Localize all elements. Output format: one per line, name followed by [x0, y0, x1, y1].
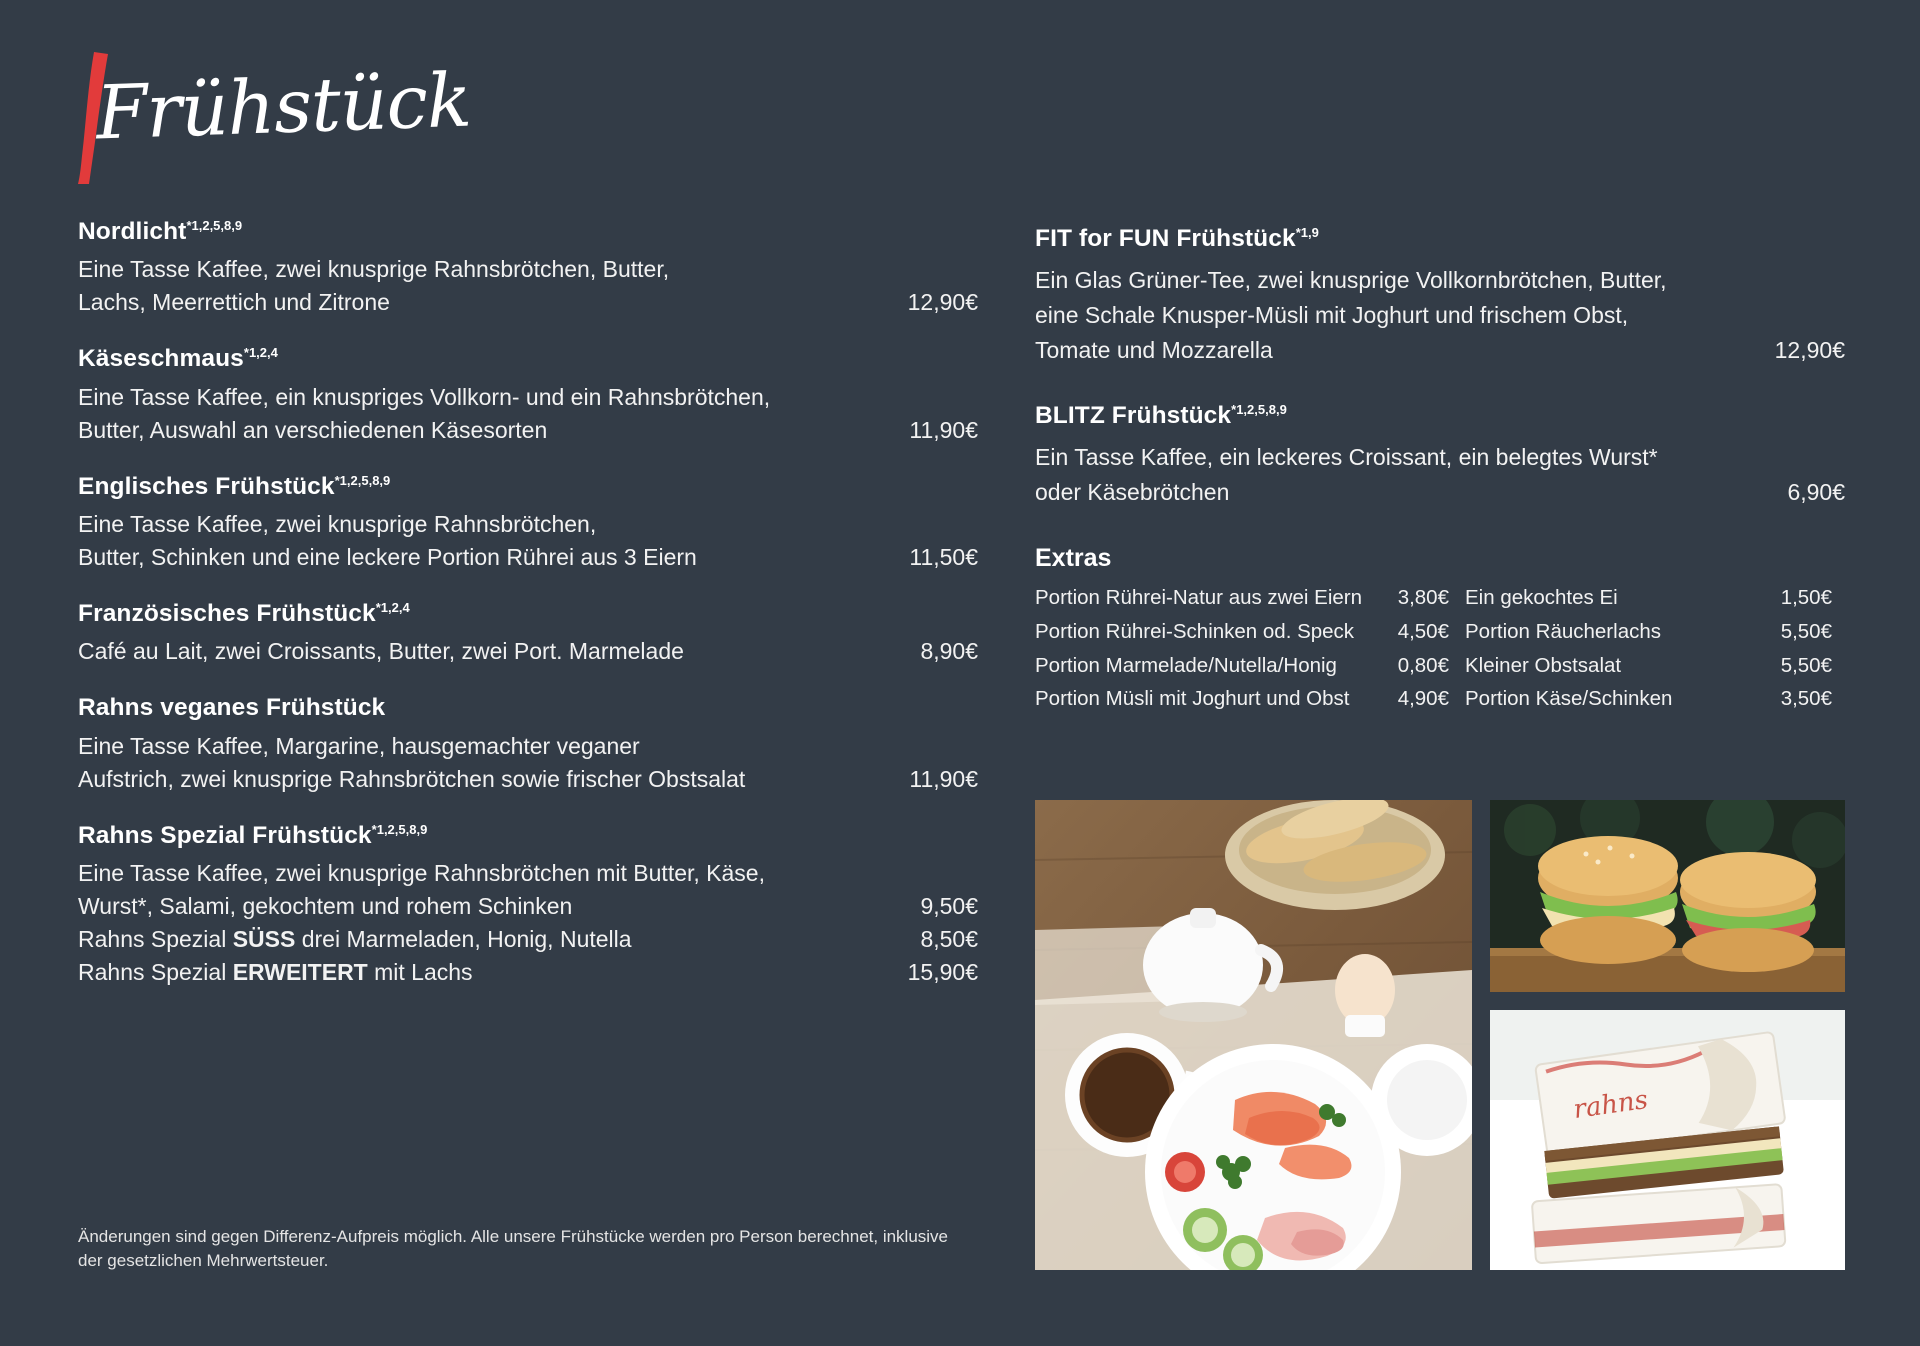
right-menu-column [1035, 225, 1845, 715]
wrapped-sandwiches-photo [1490, 1010, 1845, 1270]
allergen-marks: *1,2,5,8,9 [186, 218, 243, 233]
menu-item-line [78, 890, 978, 923]
menu-item-line [1035, 440, 1845, 475]
menu-item [78, 822, 978, 990]
menu-item-name: Rahns veganes Frühstück [78, 694, 386, 722]
menu-item-name: Käseschmaus [78, 345, 244, 373]
extras-item-name: Portion Rührei-Natur aus zwei Eiern [1035, 586, 1362, 610]
menu-item-line [78, 857, 978, 890]
menu-item-price: 11,90€ [909, 765, 978, 792]
extras-item-name: Portion Müsli mit Joghurt und Obst [1035, 687, 1350, 711]
page-title [78, 40, 473, 170]
menu-item-price: 12,90€ [1774, 337, 1845, 364]
menu-item-description: Tomate und Mozzarella [1035, 337, 1273, 364]
menu-item-line [78, 541, 978, 574]
left-menu-column [78, 218, 978, 1015]
menu-item-price: 12,90€ [907, 289, 978, 316]
extras-item-price: 5,50€ [1780, 619, 1832, 643]
allergen-marks: *1,2,4 [375, 600, 410, 616]
menu-item-description: Aufstrich, zwei knusprige Rahnsbrötchen sowie frischer Obstsalat [78, 765, 746, 792]
extras-title: Extras [1035, 544, 1112, 573]
menu-item-description: Lachs, Meerrettich und Zitrone [78, 289, 390, 316]
menu-item-description: oder Käsebrötchen [1035, 479, 1230, 506]
svg-text:rahns: rahns [1571, 1084, 1650, 1126]
breakfast-table-photo [1035, 800, 1472, 1270]
menu-item-line [78, 763, 978, 796]
extras-item-name: Ein gekochtes Ei [1465, 586, 1618, 610]
menu-item-price: 9,50€ [920, 893, 978, 920]
menu-item-name: FIT for FUN Frühstück [1035, 225, 1296, 253]
menu-item-line [1035, 333, 1845, 368]
menu-item-price: 8,90€ [920, 638, 978, 665]
menu-item-line [78, 508, 978, 541]
extras-item-price: 1,50€ [1780, 586, 1832, 610]
menu-item-title [78, 822, 978, 850]
allergen-marks: *1,2,5,8,9 [1231, 402, 1287, 418]
menu-item-title [78, 218, 978, 246]
extras-item-name: Portion Marmelade/Nutella/Honig [1035, 653, 1337, 677]
menu-item-title [78, 345, 978, 373]
extras-section [1035, 544, 1845, 715]
extras-item-price: 3,80€ [1397, 586, 1449, 610]
menu-item-name: BLITZ Frühstück [1035, 402, 1232, 430]
allergen-marks: *1,9 [1295, 225, 1319, 240]
page-title-text: Frühstück [94, 57, 473, 157]
menu-item-line [78, 253, 978, 286]
menu-item [1035, 225, 1845, 368]
extras-item-price: 5,50€ [1780, 653, 1832, 677]
menu-item-description: Eine Tasse Kaffee, ein knuspriges Vollkorn- und ein Rahnsbrötchen, [78, 383, 771, 410]
menu-item [1035, 402, 1845, 510]
menu-item-description: Ein Tasse Kaffee, ein leckeres Croissant, ein belegtes Wurst* [1035, 444, 1658, 471]
menu-item-description: Eine Tasse Kaffee, zwei knusprige Rahnsbrötchen, [78, 510, 597, 537]
menu-item-description: Eine Tasse Kaffee, zwei knusprige Rahnsbrötchen mit Butter, Käse, [78, 859, 765, 886]
menu-item-line [78, 635, 978, 668]
extras-item-price: 3,50€ [1780, 687, 1832, 711]
extras-table [1035, 583, 1845, 715]
menu-item-description: Eine Tasse Kaffee, zwei knusprige Rahnsbrötchen, Butter, [78, 256, 670, 283]
menu-item-description: eine Schale Knusper-Müsli mit Joghurt und frischem Obst, [1035, 302, 1629, 329]
extras-item-name: Kleiner Obstsalat [1465, 653, 1622, 677]
menu-item [78, 218, 978, 319]
menu-item-line [78, 923, 978, 956]
menu-item-description: Eine Tasse Kaffee, Margarine, hausgemachter veganer [78, 732, 640, 759]
menu-item-line [1035, 475, 1845, 510]
menu-item-line [1035, 298, 1845, 333]
allergen-marks: *1,2,5,8,9 [334, 472, 391, 488]
extras-item-name: Portion Rührei-Schinken od. Speck [1035, 619, 1355, 643]
menu-item-price: 11,50€ [909, 544, 978, 571]
menu-item [78, 694, 978, 795]
sandwich-rolls-illustration [1490, 800, 1845, 992]
allergen-marks: *1,2,4 [243, 345, 278, 361]
menu-item-price: 15,90€ [907, 959, 978, 986]
menu-item-name: Französisches Frühstück [78, 600, 376, 628]
menu-item [78, 473, 978, 574]
menu-item-description: Wurst*, Salami, gekochtem und rohem Schinken [78, 893, 573, 920]
extras-item-price: 4,90€ [1397, 687, 1449, 711]
menu-item-description: Butter, Schinken und eine leckere Portion Rührei aus 3 Eiern [78, 544, 697, 571]
menu-item-line [78, 730, 978, 763]
menu-item-line [78, 286, 978, 319]
menu-item-price: 8,50€ [920, 926, 978, 953]
menu-item-title [78, 600, 978, 628]
menu-item-title [78, 473, 978, 501]
menu-item-name: Rahns Spezial Frühstück [78, 821, 372, 849]
menu-item [78, 600, 978, 668]
menu-item-title [78, 694, 978, 722]
menu-item-line [78, 381, 978, 414]
extras-item-price: 0,80€ [1397, 653, 1449, 677]
menu-item-price: 6,90€ [1787, 479, 1845, 506]
photo-gallery [1035, 800, 1845, 1270]
menu-item-description: Rahns Spezial ERWEITERT mit Lachs [78, 959, 473, 986]
wrapped-sandwiches-illustration [1490, 1010, 1845, 1270]
extras-item-price: 4,50€ [1397, 619, 1449, 643]
menu-item-line [1035, 263, 1845, 298]
menu-item-line [78, 956, 978, 989]
footnote: Änderungen sind gegen Differenz-Aufpreis möglich. Alle unsere Frühstücke werden pro Person berechnet, inklusive der gesetzlichen Mehrwertsteuer. [78, 1227, 949, 1271]
menu-item-price: 11,90€ [909, 416, 978, 443]
menu-item-description: Rahns Spezial SÜSS drei Marmeladen, Honig, Nutella [78, 926, 632, 953]
sandwich-rolls-photo [1490, 800, 1845, 992]
menu-item [78, 345, 978, 446]
menu-item-name: Nordlicht [78, 218, 187, 246]
extras-item-name: Portion Käse/Schinken [1465, 687, 1673, 711]
menu-item-name: Englisches Frühstück [78, 472, 335, 500]
menu-item-title [1035, 402, 1845, 430]
menu-item-description: Café au Lait, zwei Croissants, Butter, zwei Port. Marmelade [78, 638, 684, 665]
menu-item-line [78, 414, 978, 447]
allergen-marks: *1,2,5,8,9 [371, 821, 428, 837]
breakfast-table-illustration [1035, 800, 1472, 1270]
menu-item-description: Butter, Auswahl an verschiedenen Käsesorten [78, 416, 548, 443]
menu-item-title [1035, 225, 1845, 253]
extras-item-name: Portion Räucherlachs [1465, 619, 1661, 643]
menu-item-description: Ein Glas Grüner-Tee, zwei knusprige Vollkornbrötchen, Butter, [1035, 267, 1667, 294]
